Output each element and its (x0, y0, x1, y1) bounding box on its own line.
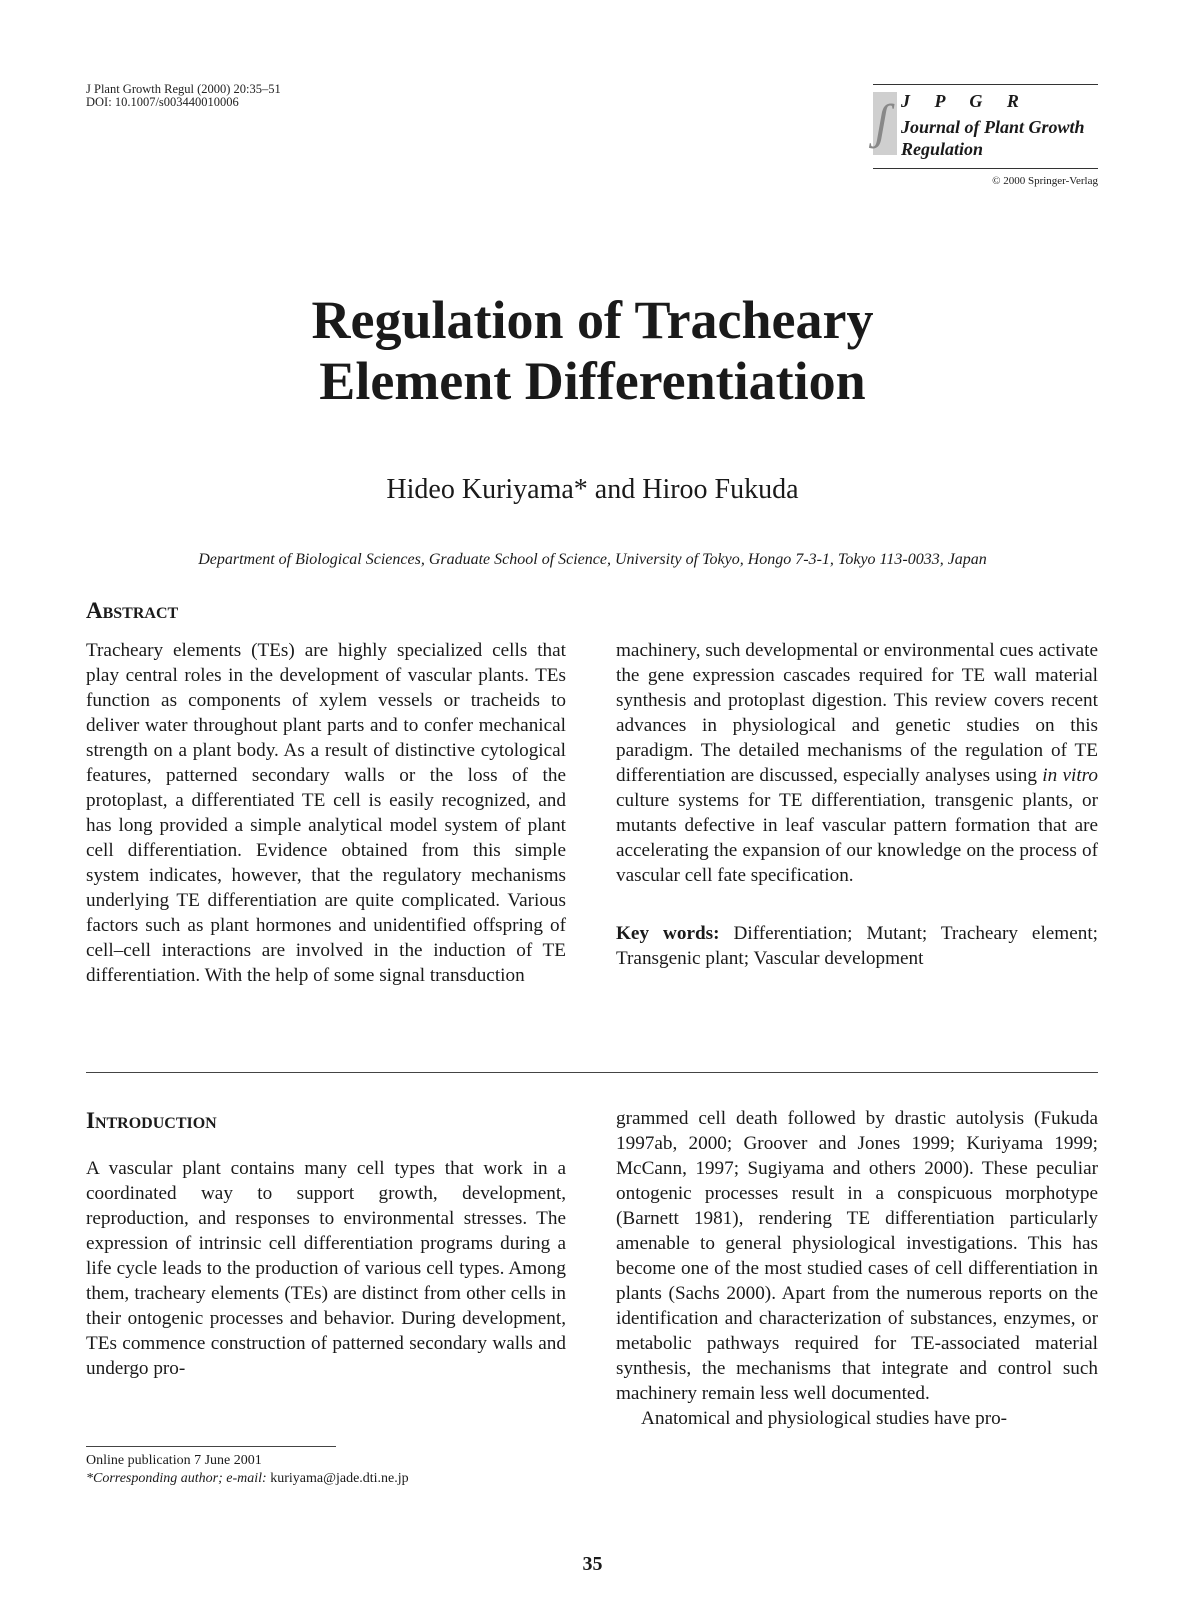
journal-name-line2: Regulation (901, 139, 984, 159)
abstract-right-column (616, 638, 1098, 971)
author-email: kuriyama@jade.dti.ne.jp (270, 1471, 409, 1486)
abstract-text-right-b: culture systems for TE differentiation, transgenic plants, or mutants defective in leaf vascular pattern formation that are accelerating the expansion of our knowledge on the process of vascular cell fate specification. (616, 790, 1098, 886)
introduction-next-paragraph: Anatomical and physiological studies have pro- (641, 1408, 1008, 1429)
affiliation: Department of Biological Sciences, Graduate School of Science, University of Tokyo, Hongo 7-3-1, Tokyo 113-0033, Japan (198, 551, 987, 568)
article-title (0, 290, 1185, 412)
introduction-text-right: grammed cell death followed by drastic autolysis (Fukuda 1997ab, 2000; Groover and Jones 1999; Kuriyama 1999; McCann, 1997; Sugiyama and others 2000). These peculiar ontogenic processes result in a conspicuous morphotype (Barnett 1981), rendering TE differentiation particularly amenable to general physiological investigations. This has become one of the most studied cases of cell differentiation in plants (Sachs 2000). Apart from the numerous reports on the identification and characterization of substances, enzymes, or metabolic pathways required for TE-associated material synthesis, the mechanisms that integrate and control such machinery remain less well documented. (616, 1108, 1098, 1404)
introduction-left-column (86, 1156, 566, 1381)
page-number: 35 (582, 1553, 603, 1575)
journal-name (901, 116, 1085, 160)
keywords-label: Key words: (616, 923, 720, 944)
logo-letters: J P G R (901, 91, 1029, 111)
abstract-text-right (616, 638, 1098, 888)
footnote-rule (86, 1446, 336, 1447)
abstract-text-right-a: machinery, such developmental or environmental cues activate the gene expression cascades required for TE wall material synthesis and protoplast digestion. This review covers recent advances in physiological and genetic studies on this paradigm. The detailed mechanisms of the regulation of TE differentiation are discussed, especially analyses using (616, 640, 1098, 786)
citation: J Plant Growth Regul (2000) 20:35–51 (86, 82, 281, 96)
corresponding-author (86, 1470, 409, 1488)
logo-mark-icon: ʃ (875, 93, 890, 149)
copyright: © 2000 Springer-Verlag (992, 175, 1098, 187)
abstract-left-column (86, 638, 566, 988)
abstract-text-italic: in vitro (1042, 765, 1098, 786)
abstract-text-left: Tracheary elements (TEs) are highly specialized cells that play central roles in the development of vascular plants. TEs function as components of xylem vessels or tracheids to deliver water throughout plant parts and to confer mechanical strength on a plant body. As a result of distinctive cytological features, patterned secondary walls or the loss of the protoplast, a differentiated TE cell is easily recognized, and has long provided a simple analytical model system of plant cell differentiation. Evidence obtained from this simple system indicates, however, that the regulatory mechanisms underlying TE differentiation are quite complicated. Various factors such as plant hormones and unidentified offspring of cell–cell interactions are involved in the induction of TE differentiation. With the help of some signal transduction (86, 640, 566, 986)
doi: DOI: 10.1007/s003440010006 (86, 95, 239, 109)
authors: Hideo Kuriyama* and Hiroo Fukuda (386, 474, 799, 505)
online-publication: Online publication 7 June 2001 (86, 1453, 262, 1468)
journal-name-line1: Journal of Plant Growth (901, 117, 1085, 137)
journal-logo (873, 84, 1098, 169)
footnote (86, 1452, 409, 1488)
corresponding-label: *Corresponding author; e-mail: (86, 1471, 267, 1486)
title-line-1: Regulation of Tracheary (311, 290, 874, 350)
introduction-text-left: A vascular plant contains many cell types that work in a coordinated way to support growth, development, reproduction, and responses to environmental stresses. The expression of intrinsic cell differentiation programs during a life cycle leads to the production of various cell types. Among them, tracheary elements (TEs) are distinct from other cells in their ontogenic processes and behavior. During development, TEs commence construction of patterned secondary walls and undergo pro- (86, 1158, 566, 1379)
title-line-2: Element Differentiation (319, 351, 866, 411)
keywords-list: Differentiation; Mutant; Tracheary element; Transgenic plant; Vascular development (616, 923, 1098, 969)
introduction-heading: Introduction (86, 1108, 217, 1133)
abstract-heading: Abstract (86, 598, 179, 623)
introduction-right-column (616, 1106, 1098, 1431)
keywords (616, 921, 1098, 971)
section-divider (86, 1072, 1098, 1073)
